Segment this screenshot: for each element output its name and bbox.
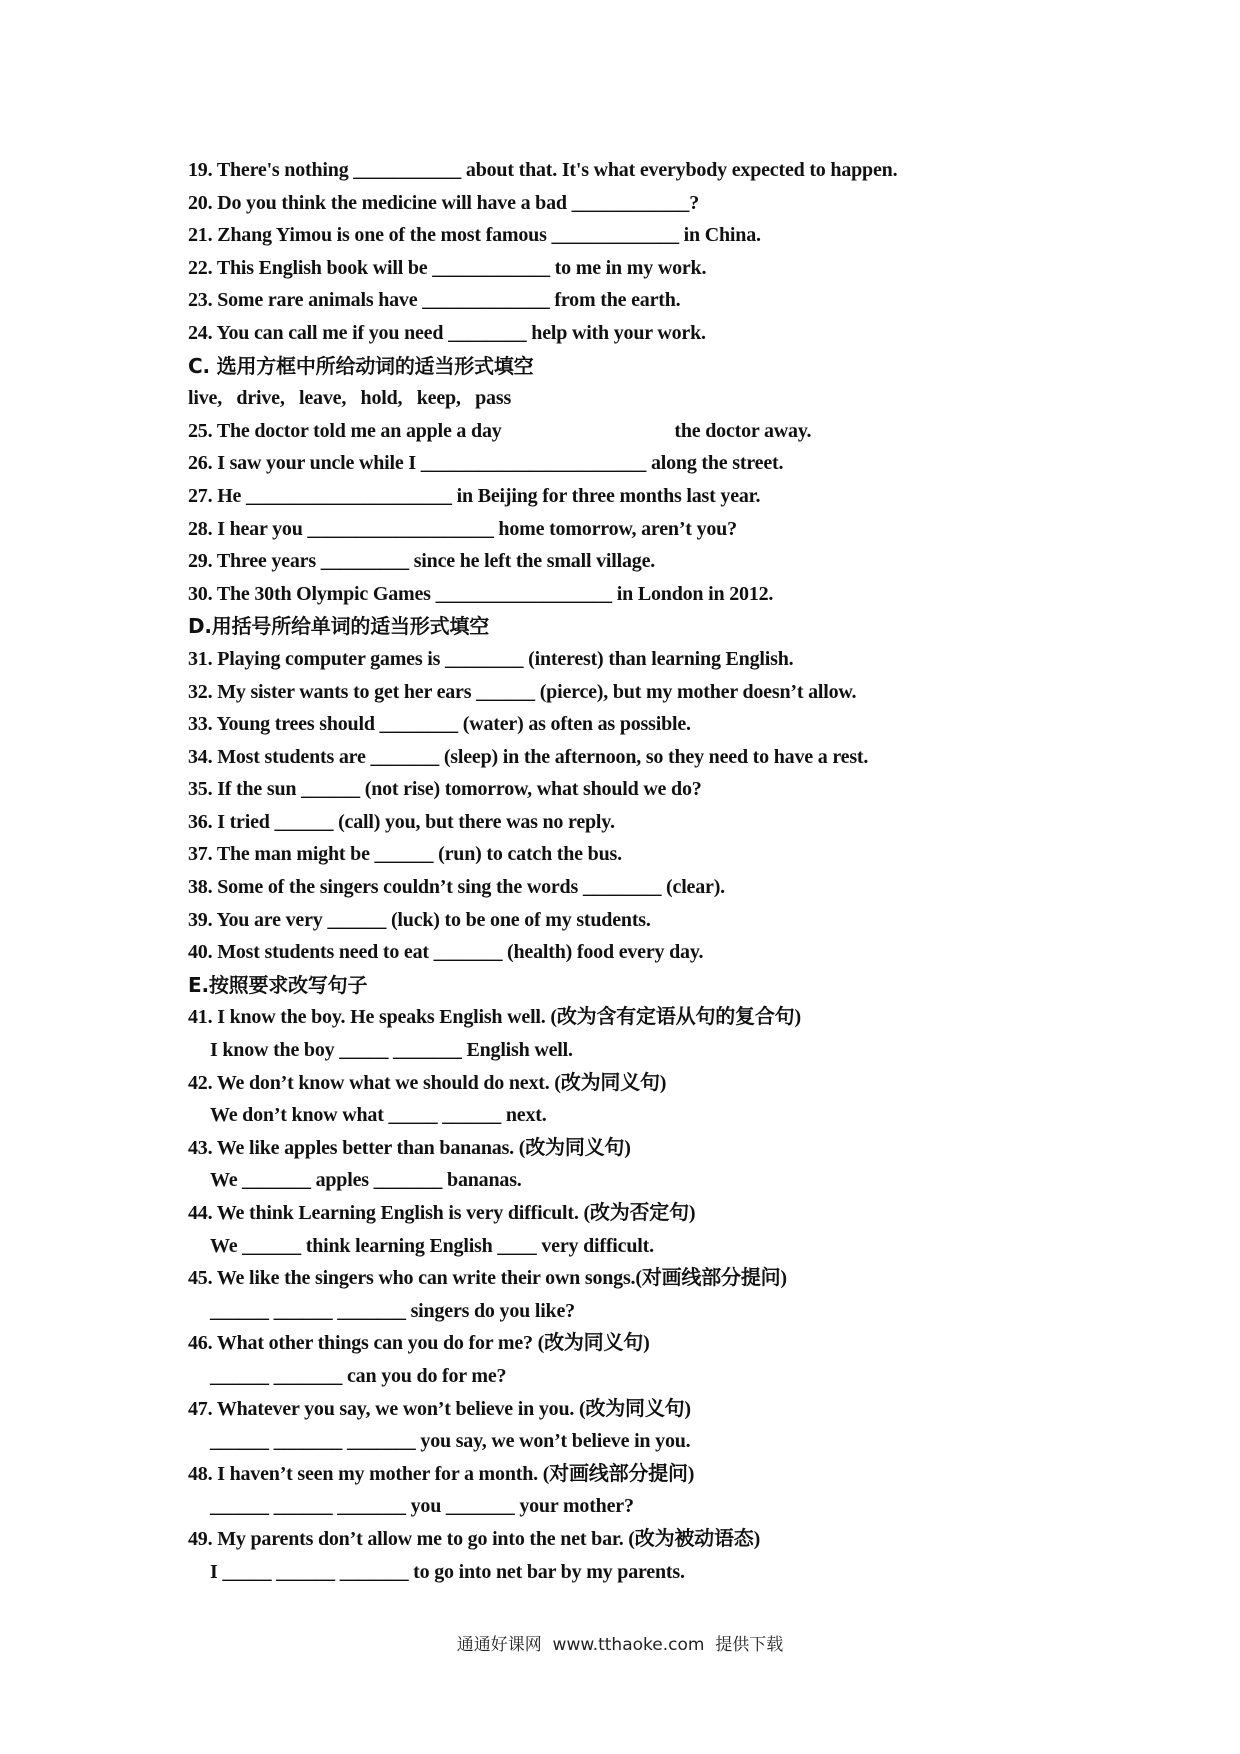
question-48: 48. I haven’t seen my mother for a month. (对画线部分提问) — [188, 1462, 695, 1485]
question-23: 23. Some rare animals have _____________ from the earth. — [188, 289, 681, 312]
question-30: 30. The 30th Olympic Games __________________ in London in 2012. — [188, 582, 774, 605]
word-box-verbs: live, drive, leave, hold, keep, pass — [188, 387, 512, 410]
question-42: 42. We don’t know what we should do next. (改为同义句) — [188, 1071, 667, 1094]
exercise-content — [188, 154, 1088, 1588]
question-47: 47. Whatever you say, we won’t believe in you. (改为同义句) — [188, 1397, 691, 1420]
question-38: 38. Some of the singers couldn’t sing the words ________ (clear). — [188, 876, 725, 899]
question-19: 19. There's nothing ___________ about that. It's what everybody expected to happen. — [188, 159, 898, 181]
question-34: 34. Most students are _______ (sleep) in the afternoon, so they need to have a rest. — [188, 745, 869, 768]
answer-43: We _______ apples _______ bananas. — [210, 1169, 522, 1192]
question-20: 20. Do you think the medicine will have a bad ____________? — [188, 191, 700, 214]
section-e-heading: E.按照要求改写句子 — [188, 972, 368, 997]
question-41: 41. I know the boy. He speaks English well. (改为含有定语从句的复合句) — [188, 1006, 801, 1029]
question-28: 28. I hear you ___________________ home tomorrow, aren’t you? — [188, 517, 737, 540]
question-32: 32. My sister wants to get her ears ______ (pierce), but my mother doesn’t allow. — [188, 680, 857, 703]
question-29: 29. Three years _________ since he left the small village. — [188, 550, 656, 573]
question-24: 24. You can call me if you need ________ help with your work. — [188, 321, 706, 344]
question-27: 27. He _____________________ in Beijing for three months last year. — [188, 484, 761, 507]
answer-41: I know the boy _____ _______ English well. — [210, 1039, 573, 1062]
question-49: 49. My parents don’t allow me to go into the net bar. (改为被动语态) — [188, 1527, 761, 1550]
question-21: 21. Zhang Yimou is one of the most famous _____________ in China. — [188, 224, 761, 247]
question-45: 45. We like the singers who can write their own songs.(对画线部分提问) — [188, 1267, 787, 1290]
question-43: 43. We like apples better than bananas. (改为同义句) — [188, 1136, 631, 1159]
section-c-heading: C. 选用方框中所给动词的适当形式填空 — [188, 353, 534, 378]
answer-42: We don’t know what _____ ______ next. — [210, 1104, 547, 1127]
question-33: 33. Young trees should ________ (water) as often as possible. — [188, 713, 691, 736]
question-36: 36. I tried ______ (call) you, but there was no reply. — [188, 810, 615, 833]
question-44: 44. We think Learning English is very difficult. (改为否定句) — [188, 1202, 696, 1224]
section-d-heading: D.用括号所给单词的适当形式填空 — [188, 614, 489, 639]
answer-49: I _____ ______ _______ to go into net bar by my parents. — [210, 1560, 685, 1583]
question-37: 37. The man might be ______ (run) to catch the bus. — [188, 843, 622, 866]
question-26: 26. I saw your uncle while I _______________________ along the street. — [188, 452, 784, 475]
answer-44: We ______ think learning English ____ very difficult. — [210, 1234, 654, 1257]
answer-48: ______ ______ _______ you _______ your mother? — [210, 1495, 634, 1518]
answer-47: ______ _______ _______ you say, we won’t believe in you. — [210, 1430, 691, 1453]
question-40: 40. Most students need to eat _______ (health) food every day. — [188, 941, 704, 964]
question-46: 46. What other things can you do for me? (改为同义句) — [188, 1332, 650, 1355]
footer-source-note: 通通好课网 www.tthaoke.com 提供下载 — [456, 1635, 784, 1655]
question-35: 35. If the sun ______ (not rise) tomorrow, what should we do? — [188, 778, 702, 801]
answer-45: ______ ______ _______ singers do you like? — [210, 1299, 575, 1322]
question-25: 25. The doctor told me an apple a day the doctor away. — [188, 419, 812, 442]
question-22: 22. This English book will be ____________ to me in my work. — [188, 256, 707, 279]
question-31: 31. Playing computer games is ________ (interest) than learning English. — [188, 647, 794, 670]
question-39: 39. You are very ______ (luck) to be one of my students. — [188, 908, 651, 931]
answer-46: ______ _______ can you do for me? — [210, 1364, 507, 1387]
